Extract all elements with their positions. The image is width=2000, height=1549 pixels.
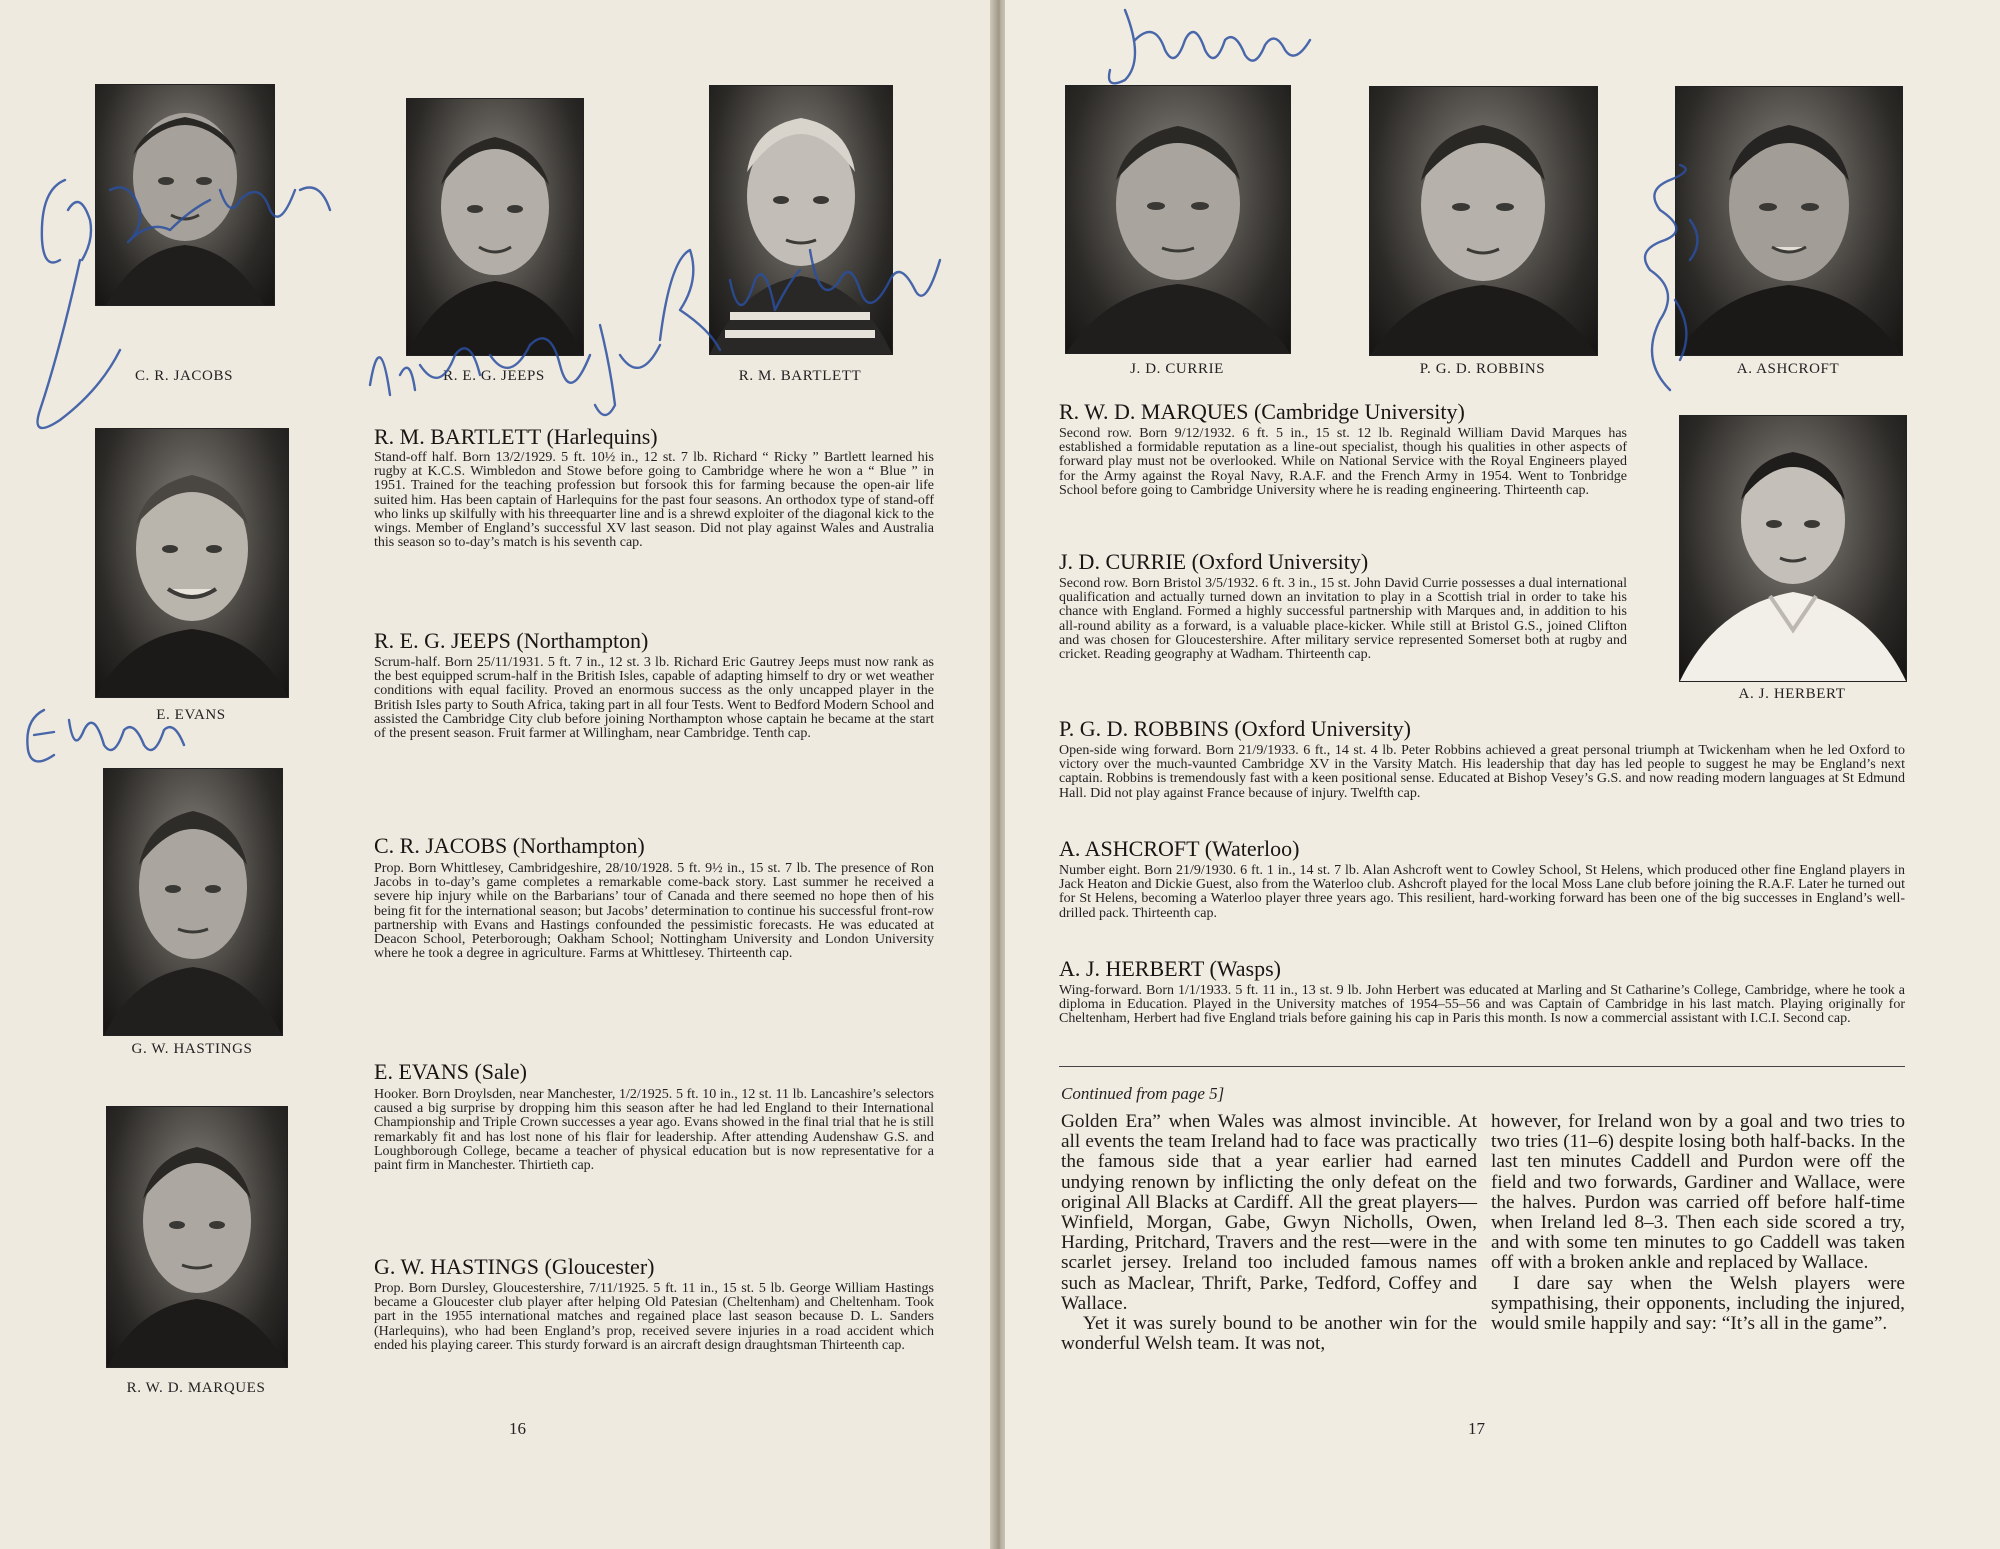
bio-title-herbert: A. J. HERBERT (Wasps) bbox=[1059, 956, 1281, 981]
bio-text-marques: Second row. Born 9/12/1932. 6 ft. 5 in., 15 st. 12 lb. Reginald William David Marques has established a formidable reputation as a line-out specialist, though his qualities in other aspects of forward play must not be overlooked. While on National Service with the Royal Engineers played for the Army against the Royal Navy, R.A.F. and the French Army in 1954. Went to Tonbridge School before going to Cambridge University where he is reading engineering. Thirteenth cap. bbox=[1059, 426, 1627, 498]
photo-jacobs bbox=[95, 84, 275, 306]
caption-jacobs: C. R. JACOBS bbox=[134, 368, 234, 384]
bio-title-hastings: G. W. HASTINGS (Gloucester) bbox=[374, 1254, 655, 1279]
bio-title-marques: R. W. D. MARQUES (Cambridge University) bbox=[1059, 399, 1465, 424]
bio-text-currie: Second row. Born Bristol 3/5/1932. 6 ft. 3 in., 15 st. John David Currie possesses a dual international qualification and actually turned down an invitation to play in a Scottish trial in order to take his chance with England. Formed a highly successful partnership with Marques and, in addition to his all-round ability as a forward, is a valuable place-kicker. While still at Bristol G.S., joined Clifton and was chosen for Gloucestershire. After military service represented Somerset both at rugby and cricket. Reading geography at Wadham. Thirteenth cap. bbox=[1059, 576, 1627, 663]
bio-title-evans: E. EVANS (Sale) bbox=[374, 1059, 527, 1084]
bio-text-jacobs: Prop. Born Whittlesey, Cambridgeshire, 28/10/1928. 5 ft. 9½ in., 15 st. 7 lb. The presence of Ron Jacobs in to-day’s game completes a remarkable come-back story. Last summer he received a severe hip injury while on the Barbarians’ tour of Canada and there seemed no hope then of his being fit for the international season; but Jacobs’ determination to continue his successful front-row partnership with Evans and Hastings confounded the pessimistic forecasts. He was educated at Deacon School, Peterborough; Oakham School; Nottingham University and London University where he took a degree in agriculture. Farms at Whittlesey. Thirteenth cap. bbox=[374, 861, 934, 962]
caption-hastings: G. W. HASTINGS bbox=[131, 1041, 253, 1057]
bio-title-jacobs: C. R. JACOBS (Northampton) bbox=[374, 833, 645, 858]
bio-text-herbert: Wing-forward. Born 1/1/1933. 5 ft. 11 in., 13 st. 9 lb. John Herbert was educated at Marling and St Catharine’s College, Cambridge, where he took a diploma in Education. Played in the University matches of 1954–55–56 and was Captain of Cambridge in his last match. Playing originally for Cheltenham, Herbert had five England trials before gaining his cap in Paris this month. Is now a commercial assistant with I.C.I. Second cap. bbox=[1059, 983, 1905, 1027]
continued-col2-para: however, for Ireland won by a goal and two tries to two tries (11–6) despite losing both half-backs. In the last ten minutes Caddell and Purdon were off the field and two forwards, Gardiner and Wallace, were the halves. Purdon was carried off before half-time when Ireland led 8–3. Then each side scored a try, and with some ten minutes to go Caddell was taken off with a broken ankle and replaced by Wallace. bbox=[1491, 1111, 1905, 1274]
left-page bbox=[0, 0, 995, 1549]
bio-title-currie: J. D. CURRIE (Oxford University) bbox=[1059, 549, 1369, 574]
caption-bartlett: R. M. BARTLETT bbox=[738, 368, 862, 384]
bio-text-ashcroft: Number eight. Born 21/9/1930. 6 ft. 1 in., 14 st. 7 lb. Alan Ashcroft went to Cowley School, St Helens, which produced other fine England players in Jack Heaton and Dickie Guest, also from the Waterloo club. Ashcroft played for the local Moss Lane club before joining the R.A.F. Later he turned out for St Helens, becoming a Waterloo player three years ago. This resilient, hard-working forward has been one of the big successes in England’s well-drilled pack. Thirteenth cap. bbox=[1059, 863, 1905, 921]
caption-robbins: P. G. D. ROBBINS bbox=[1419, 361, 1546, 377]
continued-col2-para-b: I dare say when the Welsh players were sympathising, their opponents, including the injured, would smile happily and say: “It’s all in the game”. bbox=[1491, 1272, 1905, 1335]
right-page bbox=[1005, 0, 2000, 1549]
continued-column-1 bbox=[1061, 1112, 1477, 1354]
page-number-right: 17 bbox=[1468, 1419, 1485, 1438]
section-divider bbox=[1059, 1066, 1905, 1067]
caption-evans: E. EVANS bbox=[156, 707, 226, 723]
bio-text-hastings: Prop. Born Dursley, Gloucestershire, 7/11/1925. 5 ft. 11 in., 15 st. 5 lb. George William Hastings became a Gloucester club player after helping Old Patesian (Cheltenham) and Cheltenham. Took part in the 1955 international matches and regained place last season because D. L. Sanders (Harlequins), who had been England’s prop, received severe injuries in a road accident which ended his playing career. This sturdy forward is an aircraft design draughtsman Thirteenth cap. bbox=[374, 1281, 934, 1353]
photo-evans bbox=[95, 428, 289, 698]
bio-title-robbins: P. G. D. ROBBINS (Oxford University) bbox=[1059, 716, 1411, 741]
continued-label: Continued from page 5] bbox=[1061, 1084, 1225, 1103]
photo-currie bbox=[1065, 85, 1291, 354]
bio-text-jeeps: Scrum-half. Born 25/11/1931. 5 ft. 7 in., 12 st. 3 lb. Richard Eric Gautrey Jeeps must now rank as the best equipped scrum-half in the British Isles, capable of adapting himself to dry or wet weather conditions with equal facility. Proved an enormous success as the only uncapped player in the British Isles party to South Africa, taking part in all four Tests. Went to Bedford Modern School and assisted the Cambridge City club before joining Northampton whose captain he became at the start of the present season. Fruit farmer at Willingham, near Cambridge. Tenth cap. bbox=[374, 655, 935, 742]
bio-title-jeeps: R. E. G. JEEPS (Northampton) bbox=[374, 628, 649, 653]
bio-title-bartlett: R. M. BARTLETT (Harlequins) bbox=[374, 424, 658, 449]
continued-col1-para: Golden Era” when Wales was almost invincible. At all events the team Ireland had to face was practically the famous side that a year earlier had earned undying renown by inflicting the only defeat on the original All Blacks at Cardiff. All the great players—Winfield, Morgan, Gabe, Gwyn Nicholls, Owen, Harding, Pritchard, Travers and the rest—were in the scarlet jersey. Ireland too included famous names such as Maclear, Thrift, Parke, Tedford, Coffey and Wallace. bbox=[1061, 1111, 1477, 1314]
photo-ashcroft bbox=[1675, 86, 1903, 356]
bio-text-bartlett: Stand-off half. Born 13/2/1929. 5 ft. 10½ in., 12 st. 7 lb. Richard “ Ricky ” Bartlett learned his rugby at K.C.S. Wimbledon and Stowe before going to Cambridge where he won a “ Blue ” in 1951. Trained for the teaching profession but forsook this for farming because the open-air life suited him. Has been captain of Harlequins for the past four seasons. An orthodox type of stand-off who links up skilfully with his threequarter line and is a shrewd exploiter of the diagonal kick to the wings. Member of England’s successful XV last season. Did not play against Wales and Australia this season so to-day’s match is his seventh cap. bbox=[374, 450, 934, 551]
photo-bartlett bbox=[709, 85, 893, 355]
caption-currie: J. D. CURRIE bbox=[1130, 361, 1224, 377]
bio-text-robbins: Open-side wing forward. Born 21/9/1933. 6 ft., 14 st. 4 lb. Peter Robbins achieved a great personal triumph at Twickenham when he led Oxford to victory over the much-vaunted Cambridge XV in the Varsity Match. His leadership that day has led people to suggest he may be England’s next captain. Robbins is tremendously fast with a keen positional sense. Educated at Bishop Vesey’s G.S. and now reading modern languages at St Edmund Hall. Did not play against France because of injury. Twelfth cap. bbox=[1059, 743, 1905, 801]
photo-robbins bbox=[1369, 86, 1598, 356]
photo-herbert bbox=[1679, 415, 1907, 682]
continued-column-2 bbox=[1491, 1112, 1905, 1334]
continued-col1-para-b: Yet it was surely bound to be another win for the wonderful Welsh team. It was not, bbox=[1061, 1313, 1477, 1355]
caption-marques: R. W. D. MARQUES bbox=[126, 1380, 266, 1396]
photo-hastings bbox=[103, 768, 283, 1036]
caption-ashcroft: A. ASHCROFT bbox=[1736, 361, 1840, 377]
photo-jeeps bbox=[406, 98, 584, 356]
photo-marques bbox=[106, 1106, 288, 1368]
page-number-left: 16 bbox=[509, 1419, 526, 1438]
caption-herbert: A. J. HERBERT bbox=[1738, 686, 1846, 702]
caption-jeeps: R. E. G. JEEPS bbox=[443, 368, 545, 384]
bio-title-ashcroft: A. ASHCROFT (Waterloo) bbox=[1059, 836, 1300, 861]
bio-text-evans: Hooker. Born Droylsden, near Manchester, 1/2/1925. 5 ft. 10 in., 12 st. 11 lb. Lancashire’s selectors caused a big surprise by dropping him this season after he had led England to their International Championship and Triple Crown successes a year ago. Evans showed in the final trial that he is still remarkably fit and has lost none of his flair for leadership. After attending Audenshaw G.S. and Loughborough College, became a teacher of physical education but is now representative for a paint firm in Manchester. Thirtieth cap. bbox=[374, 1087, 934, 1174]
